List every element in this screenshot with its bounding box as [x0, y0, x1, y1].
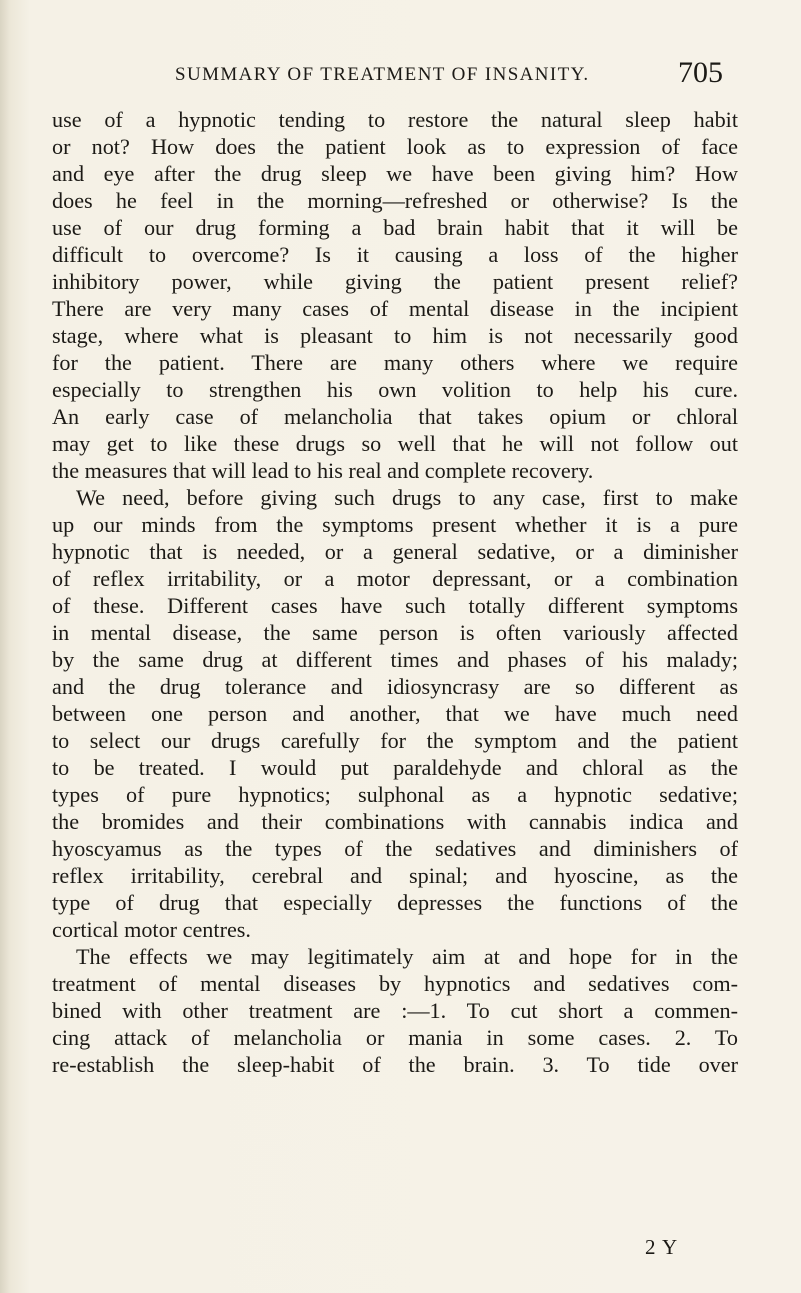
text-line: hypnotic that is needed, or a general sedative, or a diminisher	[52, 539, 738, 564]
paragraph-start-line: We need, before giving such drugs to any case, first to make	[76, 485, 738, 510]
text-line: to be treated. I would put paraldehyde and chloral as the	[52, 755, 738, 780]
text-line: between one person and another, that we have much need	[52, 701, 738, 726]
text-line: by the same drug at different times and phases of his malady;	[52, 647, 738, 672]
text-line: cing attack of melancholia or mania in some cases. 2. To	[52, 1025, 738, 1050]
text-line: up our minds from the symptoms present whether it is a pure	[52, 512, 738, 537]
text-line: An early case of melancholia that takes opium or chloral	[52, 404, 738, 429]
text-line: type of drug that especially depresses the functions of the	[52, 890, 738, 915]
signature-mark: 2 Y	[645, 1235, 679, 1259]
text-line: cortical motor centres.	[52, 917, 251, 942]
text-line: difficult to overcome? Is it causing a loss of the higher	[52, 242, 738, 267]
text-line: There are very many cases of mental disease in the incipient	[52, 296, 738, 321]
text-line: to select our drugs carefully for the symptom and the patient	[52, 728, 738, 753]
text-line: inhibitory power, while giving the patient present relief?	[52, 269, 738, 294]
text-line: of these. Different cases have such totally different symptoms	[52, 593, 738, 618]
text-line: re-establish the sleep-habit of the brain. 3. To tide over	[52, 1052, 738, 1077]
text-line: and eye after the drug sleep we have been giving him? How	[52, 161, 738, 186]
text-line: may get to like these drugs so well that he will not follow out	[52, 431, 738, 456]
text-line: for the patient. There are many others where we require	[52, 350, 738, 375]
text-line: reflex irritability, cerebral and spinal; and hyoscine, as the	[52, 863, 738, 888]
text-line: use of our drug forming a bad brain habit that it will be	[52, 215, 738, 240]
text-line: of reflex irritability, or a motor depressant, or a combination	[52, 566, 738, 591]
text-line: does he feel in the morning—refreshed or otherwise? Is the	[52, 188, 738, 213]
text-line: the measures that will lead to his real and complete recovery.	[52, 458, 594, 483]
text-line: especially to strengthen his own volition to help his cure.	[52, 377, 738, 402]
body-text	[52, 106, 738, 1078]
text-line: and the drug tolerance and idiosyncrasy are so different as	[52, 674, 738, 699]
text-line: use of a hypnotic tending to restore the natural sleep habit	[52, 107, 738, 132]
running-title: SUMMARY OF TREATMENT OF INSANITY.	[175, 64, 590, 85]
paragraph-start-line: The effects we may legitimately aim at and hope for in the	[76, 944, 738, 969]
text-line: stage, where what is pleasant to him is not necessarily good	[52, 323, 738, 348]
running-head	[175, 56, 723, 104]
text-line: hyoscyamus as the types of the sedatives and diminishers of	[52, 836, 738, 861]
page-number: 705	[678, 56, 723, 89]
text-line: or not? How does the patient look as to expression of face	[52, 134, 738, 159]
text-line: types of pure hypnotics; sulphonal as a hypnotic sedative;	[52, 782, 738, 807]
text-line: the bromides and their combinations with cannabis indica and	[52, 809, 738, 834]
text-line: treatment of mental diseases by hypnotics and sedatives com-	[52, 971, 738, 996]
text-line: bined with other treatment are :—1. To cut short a commen-	[52, 998, 738, 1023]
text-line: in mental disease, the same person is often variously affected	[52, 620, 738, 645]
